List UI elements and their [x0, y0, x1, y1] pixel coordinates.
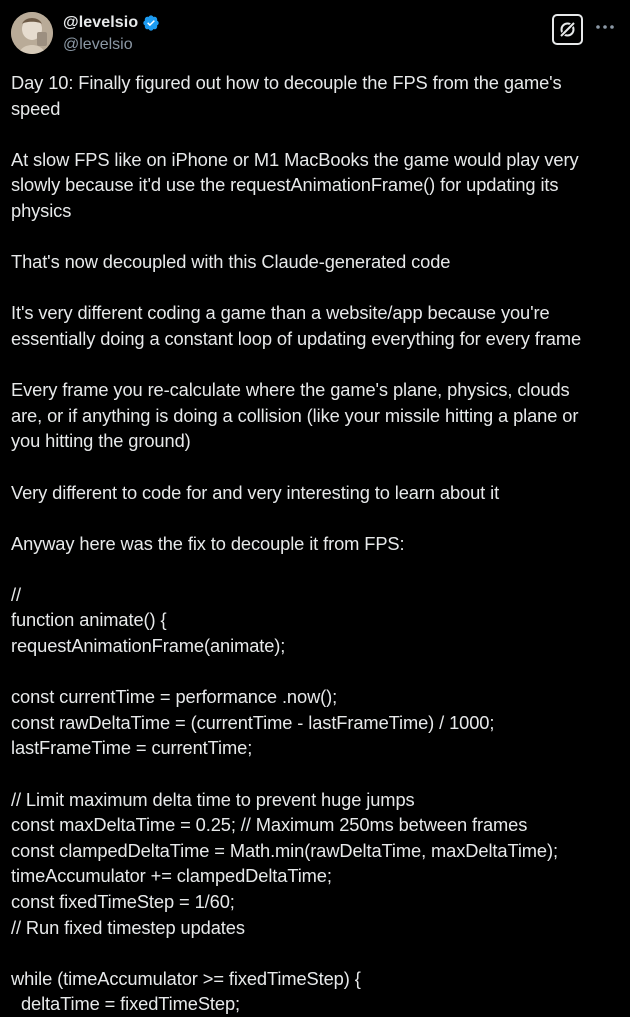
grok-button[interactable]: [552, 14, 583, 45]
tweet-line: const rawDeltaTime = (currentTime - lastFrameTime) / 1000;: [11, 711, 495, 733]
blank-line: [11, 505, 623, 531]
tweet-line: requestAnimationFrame(animate);: [11, 635, 286, 657]
tweet-line: That's now decoupled with this Claude-generated code: [11, 251, 451, 273]
tweet-line: timeAccumulator += clampedDeltaTime;: [11, 865, 332, 887]
profile-photo-icon: [11, 12, 53, 54]
tweet-line: you hitting the ground): [11, 430, 191, 452]
tweet-line: are, or if anything is doing a collision (like your missile hitting a plane or: [11, 404, 579, 426]
author-display-name[interactable]: @levelsio: [63, 14, 139, 31]
blank-line: [11, 352, 623, 378]
tweet-line: const currentTime = performance .now();: [11, 686, 338, 708]
tweet-line: At slow FPS like on iPhone or M1 MacBooks the game would play very: [11, 148, 579, 170]
tweet-line: // Limit maximum delta time to prevent huge jumps: [11, 788, 415, 810]
blank-line: [11, 121, 623, 147]
tweet-header: [0, 0, 630, 70]
tweet-line: Every frame you re-calculate where the game's plane, physics, clouds: [11, 379, 570, 401]
author-handle[interactable]: @levelsio: [63, 36, 133, 53]
tweet-line: It's very different coding a game than a website/app because you're: [11, 302, 550, 324]
blank-line: [11, 940, 623, 966]
blank-line: [11, 224, 623, 250]
tweet-line: slowly because it'd use the requestAnimationFrame() for updating its: [11, 174, 559, 196]
blank-line: [11, 454, 623, 480]
blank-line: [11, 275, 623, 301]
blank-line: [11, 556, 623, 582]
blank-line: [11, 761, 623, 787]
author-name-row[interactable]: [63, 13, 160, 33]
tweet-line: deltaTime = fixedTimeStep;: [11, 993, 241, 1015]
tweet-line: const fixedTimeStep = 1/60;: [11, 891, 235, 912]
avatar[interactable]: [11, 12, 53, 54]
tweet-line: const maxDeltaTime = 0.25; // Maximum 250ms between frames: [11, 814, 528, 836]
tweet-line: Anyway here was the fix to decouple it from FPS:: [11, 532, 405, 554]
tweet-line: function animate() {: [11, 609, 167, 631]
blank-line: [11, 659, 623, 685]
tweet-line: while (timeAccumulator >= fixedTimeStep) {: [11, 967, 361, 989]
tweet-line: // Run fixed timestep updates: [11, 916, 245, 938]
tweet-line: essentially doing a constant loop of updating everything for every frame: [11, 327, 582, 349]
tweet-line: physics: [11, 199, 72, 221]
tweet-line: Day 10: Finally figured out how to decouple the FPS from the game's: [11, 72, 562, 93]
tweet-line: Very different to code for and very interesting to learn about it: [11, 481, 500, 503]
tweet-line: lastFrameTime = currentTime;: [11, 737, 253, 759]
more-icon[interactable]: [594, 16, 616, 38]
tweet-text: [11, 70, 623, 1017]
verified-badge-icon: [142, 14, 160, 32]
tweet-line: //: [11, 583, 21, 605]
tweet-line: speed: [11, 97, 61, 119]
tweet-line: const clampedDeltaTime = Math.min(rawDeltaTime, maxDeltaTime);: [11, 839, 558, 861]
grok-icon: [558, 20, 577, 39]
